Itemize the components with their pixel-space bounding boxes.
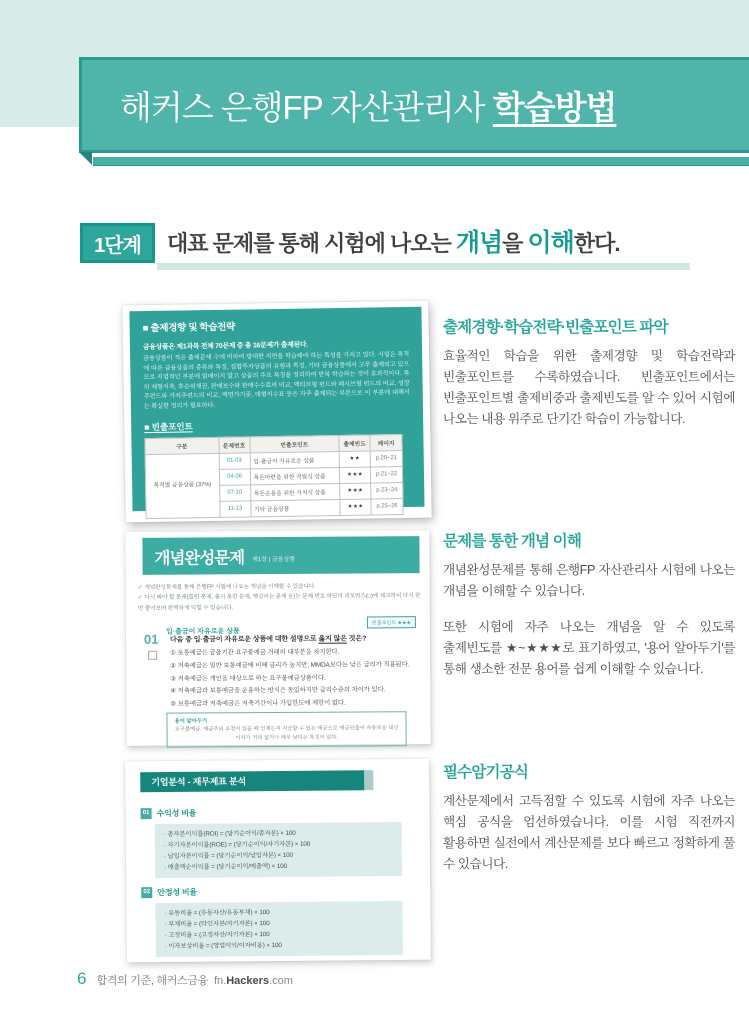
- step-title: [167, 223, 619, 263]
- formula-section-row: [141, 808, 197, 819]
- formulas-header-tail: [364, 770, 373, 790]
- exam-trends-lead: 금융상품은 제1과목 전체 70문제 중 총 16문제가 출제된다.: [142, 341, 309, 352]
- page-title: [120, 82, 616, 129]
- sample-card-exam-trends: [122, 301, 431, 523]
- check-icon: ✓: [137, 595, 143, 602]
- cell-question-no: 01-03: [219, 453, 250, 469]
- answer-options: [170, 646, 422, 712]
- step-title-text-mid: 을: [502, 231, 528, 256]
- cell-page: p.20~21: [370, 450, 402, 466]
- cell-page: p.21~22: [371, 466, 403, 482]
- group-cell: 목적별 금융상품 (37%): [145, 453, 220, 518]
- footer-tagline: 합격의 기준, 해커스금융: [96, 975, 208, 987]
- cell-point: 목돈마련을 위한 적립식 상품: [250, 467, 340, 484]
- cell-frequency: ★★: [339, 451, 370, 467]
- cell-page: p.25~26: [371, 498, 403, 514]
- question-text: [170, 633, 418, 645]
- banner-fold-triangle: [79, 152, 92, 165]
- page-title-emphasis: 학습방법: [492, 88, 617, 126]
- description-concept-understanding: [443, 529, 735, 679]
- exam-trends-body: 금융상품이 적은 출제문제 수에 비하여 방대한 지면을 학습해야 하는 특성을 가지고 있다. 시험은 목적에 따른 금융상품의 종류와 특징, 집합투자상품의 유형과 특징, 기타 금융상품에서 고루 출제되고 있으므로 지엽적인 부분에 얽매이지 말고 상품의 주요 특징을 정리하여 반복 학습하는 것이 효과적이다. 특히 재형저축, 후순위채권, 판매보수와 판매수수료의 비교, 액티브형 펀드와 패시브형 펀드의 비교, 성장주펀드와 가치주펀드의 비교, 액면가기준, 대형지수표 등은 자주 출제되는 부분으로 이 부분에 대해서는 확실한 정리가 필요하다.: [143, 350, 410, 411]
- formula-line: · 이자보상비율 = (영업이익/이자비용) × 100: [165, 939, 394, 952]
- page-banner: [79, 57, 749, 153]
- formula-line: · 유동비율 = (유동자산/유동부채) × 100: [164, 906, 393, 919]
- mint-background-top: [0, 0, 749, 57]
- description-heading: 출제경향·학습전략·빈출포인트 파악: [443, 319, 668, 336]
- answer-option: ③ 저축예금은 개인을 대상으로 하는 요구불예금상품이다.: [170, 674, 326, 683]
- answer-option: ② 저축예금은 일반 보통예금에 비해 금리가 높지만, MMDA보다는 낮은 금리가 적용된다.: [170, 661, 410, 670]
- description-body: 또한 시험에 자주 나오는 개념을 알 수 있도록 출제빈도를 ★~★★★로 표기하였고, '용어 알아두기'를 통해 생소한 전문 용어를 쉽게 이해할 수 있습니다.: [443, 619, 735, 676]
- step-title-highlight-2: 이해: [527, 229, 574, 257]
- cell-question-no: 04-06: [219, 469, 250, 485]
- answer-option: ⑤ 보통예금과 저축예금은 저축기간이나 가입한도에 제한이 없다.: [170, 699, 346, 708]
- exam-trends-panel: [129, 307, 424, 512]
- question-text-pre: 다음 중 입·출금이 자유로운 상품에 대한 설명으로: [169, 635, 319, 644]
- banner-shadow-bar: [93, 157, 749, 166]
- section-number-badge: 02: [141, 887, 152, 898]
- usage-note-line: [138, 591, 422, 613]
- cell-frequency: ★★★: [339, 467, 370, 483]
- cell-point: 목돈운용을 위한 거치식 상품: [250, 483, 340, 500]
- col-question-no: 문제번호: [218, 437, 249, 453]
- answer-checkbox: [148, 651, 157, 660]
- page-number: 6: [77, 969, 87, 988]
- frequency-badge: 빈출포인트 ★★★: [367, 616, 416, 628]
- formula-line: · 자기자본이익률(ROE) = (당기순이익/자기자본) × 100: [164, 838, 393, 851]
- page-title-regular: 해커스 은행FP 자산관리사: [120, 88, 493, 126]
- page-footer: [77, 969, 293, 989]
- mint-background-left: [0, 57, 79, 127]
- step-title-text: 대표 문제를 통해 시험에 나오는: [167, 231, 456, 256]
- section-number-badge: 01: [141, 808, 152, 819]
- formula-line: · 납입자본이익률 = (당기순이익/납입자본) × 100: [164, 849, 393, 862]
- formula-line: · 고정비율 = (고정자산/자기자본) × 100: [165, 928, 394, 941]
- col-frequency: 출제빈도: [339, 435, 370, 451]
- col-page: 페이지: [370, 434, 402, 450]
- usage-note-text: 개념완성문제를 통해 은행FP 시험에 나오는 개념을 이해할 수 있습니다.: [144, 583, 316, 591]
- description-formulas: [443, 760, 735, 875]
- step-title-highlight-1: 개념: [455, 229, 503, 257]
- concept-questions-title: 개념완성문제: [154, 548, 245, 568]
- footer-site-brand: Hackers: [226, 975, 270, 987]
- formula-box: [155, 822, 402, 878]
- cell-question-no: 07-10: [219, 485, 250, 501]
- concept-questions-subtitle: 제1장 | 금융상품: [252, 556, 296, 564]
- section-label: 수익성 비율: [156, 808, 197, 819]
- formula-line: · 총자본이익률(ROI) = (당기순이익/총자본) × 100: [164, 827, 393, 840]
- step-title-underline: [157, 263, 690, 270]
- cell-page: p.23~24: [371, 482, 403, 498]
- question-text-underlined: 옳지 않은: [318, 635, 347, 643]
- terminology-note-title: 용어 알아두기: [174, 718, 208, 725]
- terminology-note-box: [166, 711, 406, 748]
- cell-point: 입·출금이 자유로운 상품: [250, 451, 340, 468]
- terminology-note-body: 요구불예금: 예금주의 요청이 있을 때 언제든지 지급할 수 있는 예금으로 예금인출이 자유로운 대신 이자가 거의 없거나 매우 낮다는 특징이 있다.: [174, 725, 399, 741]
- formulas-header: 기업분석 - 재무제표 분석: [140, 770, 364, 792]
- concept-questions-header: [142, 536, 419, 575]
- answer-option: ① 보통예금은 금융기관 요구불예금 거래의 대부분을 차지한다.: [170, 648, 340, 657]
- description-heading: 문제를 통한 개념 이해: [443, 533, 582, 550]
- footer-site-suffix: .com: [269, 975, 293, 987]
- cell-frequency: ★★★: [340, 499, 371, 515]
- cell-question-no: 11-13: [219, 501, 250, 517]
- description-body: 계산문제에서 고득점할 수 있도록 시험에 자주 나오는 핵심 공식을 엄선하였습니다. 이를 시험 직전까지 활용하면 실전에서 계산문제를 보다 빠르고 정확하게 풀 수 있습니다.: [443, 794, 735, 871]
- step-number-label: 1단계: [94, 234, 141, 257]
- col-point: 빈출포인트: [249, 435, 339, 452]
- formula-section-row: [141, 887, 197, 898]
- usage-note-text: 다시 봐야 할 문제(틀린 문제, 풀지 못한 문제, 헷갈리는 문제 등)는 문제 번호 하단의 네모박스(□)에 체크하여 다시 한번 풀어보며 완벽하게 익힐 수 있습니다.: [137, 593, 421, 612]
- frequent-points-heading: ■ 빈출포인트: [144, 420, 193, 432]
- cell-point: 기타 금융상품: [250, 499, 340, 516]
- formula-line: · 매출액순이익률 = (당기순이익/매출액) × 100: [164, 860, 393, 873]
- formula-line: · 부채비율 = (타인자본/자기자본) × 100: [165, 917, 394, 930]
- exam-trends-heading: ■ 출제경향 및 학습전략: [142, 321, 236, 335]
- usage-notes: [138, 581, 422, 614]
- answer-option: ④ 저축예금과 보통예금을 운용하는 방식은 동일하지만 금리수준의 차이가 있다.: [170, 686, 386, 696]
- formula-box: [155, 901, 402, 957]
- question-topic-label: 입·출금이 자유로운 상품: [165, 628, 240, 636]
- footer-site-prefix: fn.: [214, 975, 227, 987]
- description-body: 개념완성문제를 통해 은행FP 자산관리사 시험에 나오는 개념을 이해할 수 있습니다.: [443, 563, 735, 598]
- description-exam-trends: [443, 315, 735, 430]
- section-label: 안정성 비율: [157, 887, 197, 898]
- check-icon: ✓: [137, 584, 143, 591]
- cell-frequency: ★★★: [340, 483, 371, 499]
- frequent-points-table: [144, 434, 403, 519]
- question-number: 01: [143, 631, 159, 647]
- question-text-post: 것은?: [346, 635, 367, 643]
- col-category: 구분: [145, 437, 219, 454]
- sample-card-formulas: [125, 759, 431, 963]
- step-title-text-end: 한다.: [573, 231, 620, 256]
- description-heading: 필수암기공식: [443, 764, 529, 781]
- sample-card-concept-questions: [125, 530, 430, 746]
- description-body: 효율적인 학습을 위한 출제경향 및 학습전략과 빈출포인트를 수록하였습니다. 빈출포인트에서는 빈출포인트별 출제비중과 출제빈도를 알 수 있어 시험에 나오는 내용 위주로 단기간 학습이 가능합니다.: [443, 349, 735, 426]
- footer-site-url: [214, 975, 293, 987]
- step-number-badge: [80, 223, 155, 263]
